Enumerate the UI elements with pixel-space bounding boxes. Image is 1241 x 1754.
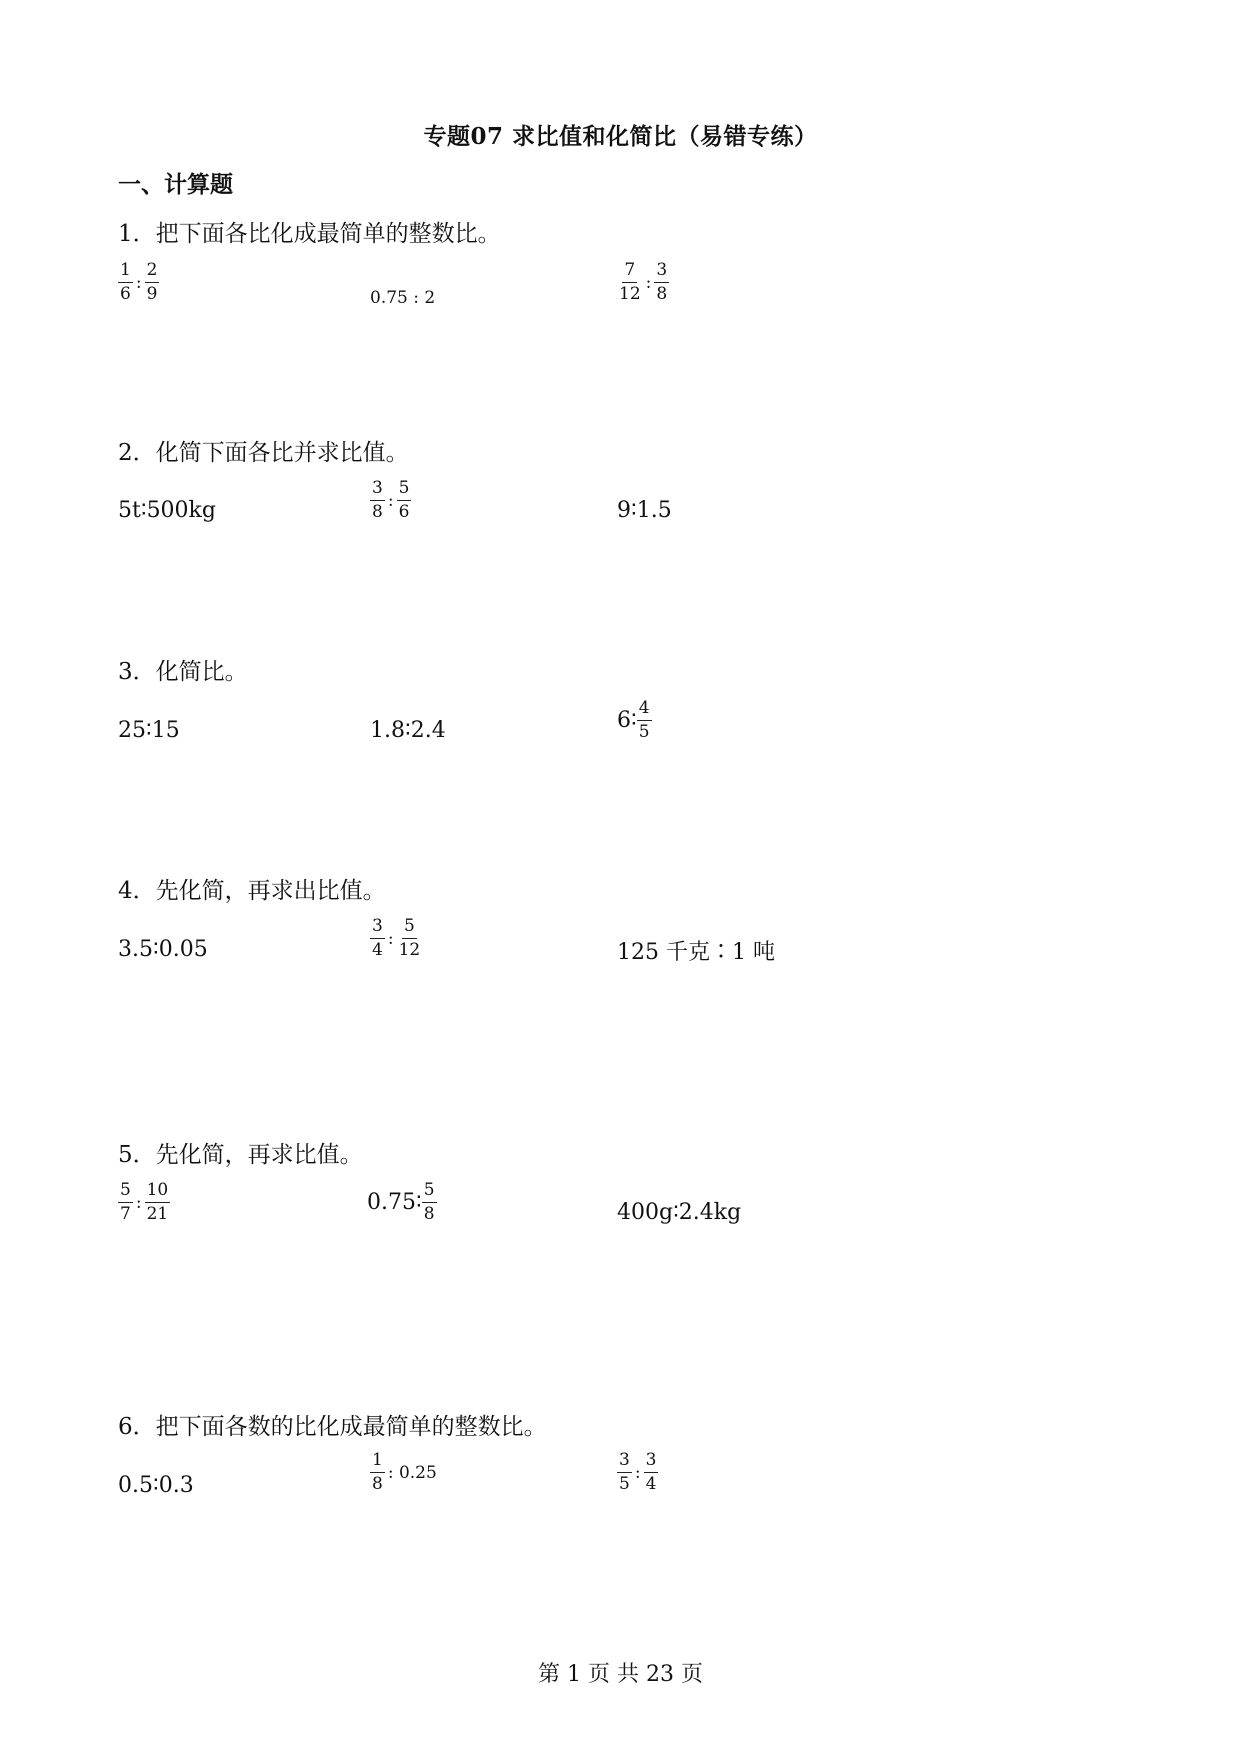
- numerator: 3: [370, 480, 385, 501]
- q5-expr-2: [367, 1182, 437, 1223]
- numerator: 4: [637, 700, 652, 721]
- denominator: 9: [146, 284, 158, 304]
- q4-expr-2: [370, 918, 422, 959]
- section-heading: 一、计算题: [118, 171, 233, 198]
- denominator: 4: [372, 940, 383, 960]
- page-title: 专题07 求比值和化简比（易错专练）: [423, 123, 818, 150]
- ratio-prefix: 6∶: [617, 708, 637, 733]
- fraction: [370, 1452, 385, 1493]
- colon: :: [135, 1192, 142, 1213]
- question-2-text: 2．化简下面各比并求比值。: [118, 440, 409, 466]
- denominator: 4: [645, 1474, 657, 1494]
- question-5-text: 5．先化简，再求比值。: [118, 1142, 363, 1168]
- fraction: [118, 262, 133, 303]
- denominator: 8: [423, 1204, 435, 1224]
- denominator: 8: [372, 502, 383, 522]
- fraction: [397, 918, 423, 959]
- denominator: 6: [398, 502, 410, 522]
- q3-expr-3: [617, 700, 652, 741]
- numerator: 5: [422, 1182, 437, 1203]
- q5-expr-3: 400g∶2.4kg: [617, 1200, 742, 1225]
- colon: :: [634, 1462, 641, 1483]
- q4-expr-1: 3.5∶0.05: [118, 937, 208, 962]
- q1-expr-3: [617, 262, 669, 303]
- denominator: 8: [372, 1474, 383, 1494]
- ratio-prefix: 0.75∶: [367, 1190, 422, 1215]
- question-3-text: 3．化简比。: [118, 659, 248, 685]
- numerator: 1: [118, 262, 133, 283]
- question-4-text: 4．先化简，再求出比值。: [118, 878, 386, 904]
- q1-expr-1: [118, 262, 159, 303]
- fraction: [422, 1182, 437, 1223]
- q3-expr-2: 1.8∶2.4: [370, 718, 446, 743]
- fraction: [145, 1182, 171, 1223]
- fraction: [644, 1452, 659, 1493]
- denominator: 21: [146, 1204, 169, 1224]
- denominator: 5: [619, 1474, 630, 1494]
- fraction: [370, 918, 385, 959]
- colon: :: [387, 490, 394, 511]
- q5-expr-1: [118, 1182, 170, 1223]
- numerator: 5: [402, 918, 417, 939]
- colon: :: [645, 272, 652, 293]
- q3-expr-1: 25∶15: [118, 718, 180, 743]
- q2-expr-1: 5t∶500kg: [118, 498, 216, 523]
- fraction: [118, 1182, 133, 1223]
- numerator: 3: [370, 918, 385, 939]
- denominator: 5: [638, 722, 650, 742]
- page-footer: 第 1 页 共 23 页: [538, 1662, 703, 1687]
- fraction: [370, 480, 385, 521]
- fraction: [617, 1452, 632, 1493]
- fraction: [637, 700, 652, 741]
- fraction: [617, 262, 643, 303]
- numerator: 5: [118, 1182, 133, 1203]
- numerator: 3: [644, 1452, 659, 1473]
- denominator: 12: [398, 940, 421, 960]
- denominator: 8: [656, 284, 668, 304]
- numerator: 1: [370, 1452, 385, 1473]
- q6-expr-3: [617, 1452, 658, 1493]
- fraction: [397, 480, 412, 521]
- question-1-text: 1．把下面各比化成最简单的整数比。: [118, 221, 501, 247]
- q6-expr-2: [370, 1452, 437, 1493]
- fraction: [654, 262, 669, 303]
- numerator: 3: [654, 262, 669, 283]
- fraction: [145, 262, 160, 303]
- q2-expr-2: [370, 480, 411, 521]
- numerator: 5: [397, 480, 412, 501]
- numerator: 3: [617, 1452, 632, 1473]
- colon: :: [135, 272, 142, 293]
- numerator: 10: [145, 1182, 171, 1203]
- numerator: 7: [622, 262, 637, 283]
- ratio-suffix: : 0.25: [387, 1462, 437, 1483]
- numerator: 2: [145, 262, 160, 283]
- q6-expr-1: 0.5∶0.3: [118, 1473, 194, 1498]
- q1-expr-2: 0.75 : 2: [370, 288, 436, 308]
- question-6-text: 6．把下面各数的比化成最简单的整数比。: [118, 1414, 547, 1440]
- q2-expr-3: 9∶1.5: [617, 498, 672, 523]
- denominator: 6: [120, 284, 131, 304]
- denominator: 12: [619, 284, 641, 304]
- colon: :: [387, 928, 394, 949]
- q4-expr-3: 125 千克∶1 吨: [617, 940, 775, 965]
- denominator: 7: [120, 1204, 131, 1224]
